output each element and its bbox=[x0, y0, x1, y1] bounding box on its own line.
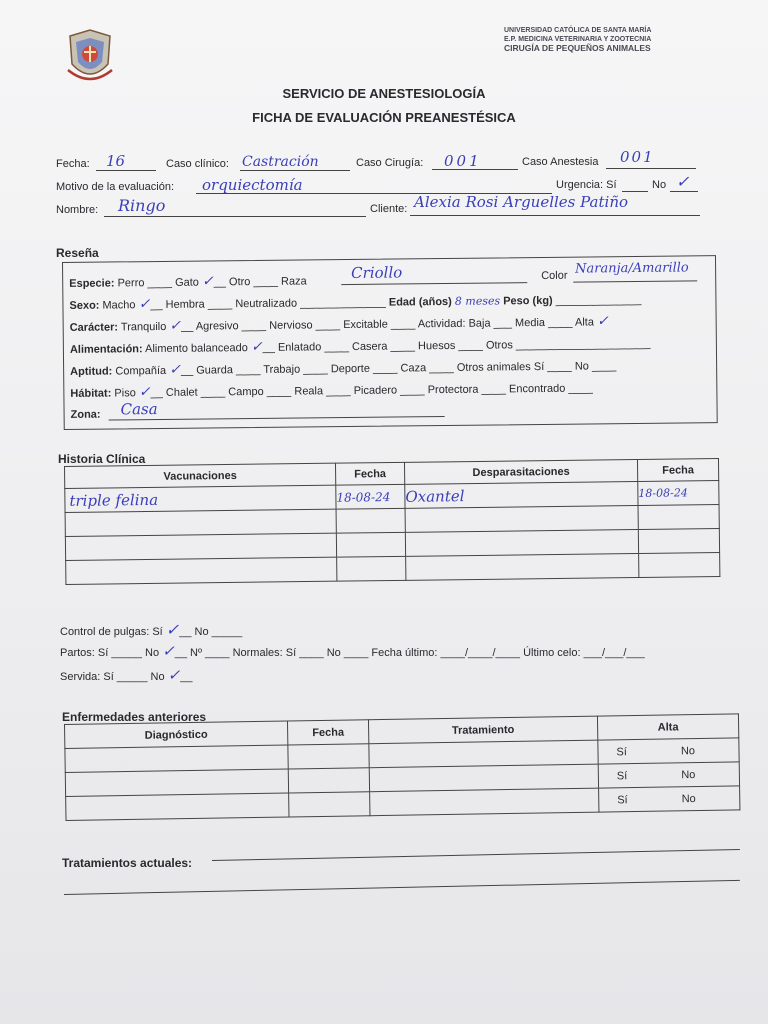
trabajo-option: Trabajo bbox=[263, 363, 301, 376]
tratamientos-label: Tratamientos actuales: bbox=[62, 856, 193, 870]
macho-mark: ✓ bbox=[138, 296, 151, 313]
compania-option: Compañía bbox=[115, 364, 167, 378]
excitable-option: Excitable bbox=[343, 318, 388, 332]
caso-anestesia-label: Caso Anestesia bbox=[522, 156, 599, 168]
macho-option: Macho bbox=[102, 299, 136, 312]
gato-option: Gato bbox=[174, 276, 199, 289]
enfermedades-table bbox=[64, 713, 740, 821]
otros-option: Otros bbox=[485, 339, 513, 352]
cliente-label: Cliente: bbox=[370, 203, 408, 215]
vac-fecha-header: Fecha bbox=[335, 462, 404, 485]
campo-option: Campo bbox=[228, 385, 264, 399]
perro-option: Perro bbox=[117, 277, 145, 290]
school-name: E.P. MEDICINA VETERINARIA Y ZOOTECNIA bbox=[504, 36, 652, 43]
urgencia-label: Urgencia: Sí bbox=[556, 179, 617, 191]
n-label: Nº bbox=[190, 647, 202, 659]
caso-clinico-value: Castración bbox=[242, 154, 319, 170]
university-name: UNIVERSIDAD CATÓLICA DE SANTA MARÍA bbox=[504, 27, 652, 34]
cliente-value: Alexia Rosi Arguelles Patiño bbox=[414, 193, 629, 211]
vacunaciones-header: Vacunaciones bbox=[65, 463, 336, 488]
historia-table bbox=[64, 458, 720, 585]
caso-cirugia-label: Caso Cirugía: bbox=[356, 157, 424, 169]
resena-box: Especie: Perro ____ Gato ✓__ Otro ____ Raza Criollo Color Naranja/Amarillo Sexo: Macho ✓__ Hembra ____ Neutralizado ______________ Edad (años) 8 meses Peso (kg) ______________ Carácter: Tranquilo ✓__ Agresivo ____ Nervioso ____ Excitable ____ Actividad: Baja ___ Media ____ Alta ✓ Alimentación: Alimento balanceado ✓__ Enlatado ____ Casera ____ Huesos ____ Otros ______________________ Aptitud: Compañía ✓__ Guarda ____ Trabajo ____ Deporte ____ Caza ____ Otros animales Sí ____ No ____ Hábitat: Piso ✓__ Chalet ____ Campo ____ Reala ____ Picadero ____ Protectora ____ Encontrado ____ Zona: Casa bbox=[62, 255, 718, 430]
normales-no-label: No bbox=[326, 647, 341, 659]
ultimo-celo-label: Último celo: bbox=[523, 647, 581, 659]
tratamientos-line-1 bbox=[212, 849, 740, 861]
compania-mark: ✓ bbox=[169, 361, 181, 378]
alimentacion-label: Alimentación: bbox=[69, 343, 143, 356]
alta-no-option: No bbox=[681, 792, 696, 805]
otro-option: Otro bbox=[228, 276, 251, 289]
neutralizado-option: Neutralizado bbox=[235, 297, 298, 311]
desp-fecha-header: Fecha bbox=[637, 459, 718, 482]
alta-no-option: No bbox=[680, 744, 696, 757]
otros-animales-no-option: No bbox=[574, 360, 589, 373]
nombre-value: Ringo bbox=[118, 196, 166, 215]
encontrado-option: Encontrado bbox=[508, 382, 566, 396]
balanceado-option: Alimento balanceado bbox=[145, 342, 248, 356]
vacuna-fecha-cell: 18-08-24 bbox=[336, 484, 405, 509]
caza-option: Caza bbox=[400, 362, 427, 375]
resena-title: Reseña bbox=[56, 246, 99, 260]
partos-no-label: No bbox=[145, 647, 160, 659]
especie-label: Especie: bbox=[69, 277, 115, 290]
department-name: CIRUGÍA DE PEQUEÑOS ANIMALES bbox=[504, 43, 651, 53]
nombre-label: Nombre: bbox=[56, 204, 99, 216]
evaluation-form-page: UNIVERSIDAD CATÓLICA DE SANTA MARÍA E.P. MEDICINA VETERINARIA Y ZOOTECNIA CIRUGÍA DE PEQUEÑOS ANIMALES SERVICIO DE ANESTESIOLOGÍA FICHA DE EVALUACIÓN PREANESTÉSICA Fecha: 16 Caso clínico: Castración Caso Cirugía: 001 Caso Anestesia 001 Motivo de la evaluación: orquiectomía Urgencia: Sí No ✓ Nombre: Ringo Cliente: Alexia Rosi Arguelles Patiño Reseña Especie: Perro ____ Gato ✓__ Otro ____ Raza Criollo Color Naranja/Amarillo Sexo: Macho ✓__ Hembra ____ Neutralizado ______________ Edad (años) 8 meses Peso (kg) ______________ Carácter: Tranquilo ✓__ Agresivo ____ Nervioso ____ Excitable ____ Actividad: Baja ___ Media ____ Alta ✓ Alimentación: Alimento balanceado ✓__ Enlatado ____ Casera ____ Huesos ____ Otros ______________________ Aptitud: Compañía ✓__ Guarda ____ Trabajo ____ Deporte ____ Caza ____ Otros animales Sí ____ No ____ Hábitat: Piso ✓__ Chalet ____ Campo ____ Reala ____ Picadero ____ Protectora ____ Encontrado ____ Zona: Casa Historia Clínica Vacunaciones Fecha Desparasitaciones Fecha triple felina 18-08-24 Oxantel 18-08-24 Control de pulgas: Sí ✓__ No _____ Partos: Sí _____ No ✓__ Nº ____ Normales: Sí ____ No ____ Fecha último: ____/____/____ Último celo: ___/___/___ Servida: Sí _____ No ✓__ Enfermedades anteriores Diagnóstico Fecha Tratamiento Alta Sí No Sí No Sí No Tratamientos actuales: bbox=[0, 0, 768, 1024]
enfermedades-title: Enfermedades anteriores bbox=[62, 710, 207, 724]
huesos-option: Huesos bbox=[417, 339, 456, 353]
servida-no-label: No bbox=[150, 671, 165, 683]
media-option: Media bbox=[514, 316, 546, 330]
alta-si-option: Sí bbox=[616, 745, 628, 758]
hembra-option: Hembra bbox=[165, 298, 205, 311]
casera-option: Casera bbox=[351, 340, 388, 353]
raza-value: Criollo bbox=[351, 263, 403, 282]
raza-label: Raza bbox=[280, 275, 307, 288]
caso-anestesia-value: 001 bbox=[620, 148, 655, 166]
caso-clinico-label: Caso clínico: bbox=[166, 158, 229, 170]
protectora-option: Protectora bbox=[427, 383, 479, 397]
aptitud-label: Aptitud: bbox=[70, 365, 113, 378]
servida-label: Servida: Sí bbox=[60, 671, 114, 683]
historia-title: Historia Clínica bbox=[58, 452, 146, 466]
agresivo-option: Agresivo bbox=[195, 320, 239, 333]
normales-label: Normales: Sí bbox=[232, 647, 297, 659]
alta-no-option: No bbox=[681, 768, 696, 781]
fecha-label: Fecha: bbox=[56, 158, 90, 170]
pulgas-label: Control de pulgas: Sí bbox=[60, 626, 163, 638]
motivo-value: orquiectomía bbox=[202, 176, 303, 194]
zona-label: Zona: bbox=[70, 408, 101, 421]
urgencia-no-label: No bbox=[652, 179, 667, 191]
form-title-1: SERVICIO DE ANESTESIOLOGÍA bbox=[282, 86, 486, 101]
pulgas-no-label: No bbox=[194, 626, 209, 638]
desp-fecha-cell: 18-08-24 bbox=[638, 481, 719, 506]
piso-option: Piso bbox=[114, 387, 136, 400]
edad-label: Edad (años) bbox=[388, 295, 452, 309]
alta-si-option: Sí bbox=[616, 769, 628, 782]
zona-value: Casa bbox=[120, 400, 158, 419]
form-title-2: FICHA DE EVALUACIÓN PREANESTÉSICA bbox=[252, 110, 516, 125]
deporte-option: Deporte bbox=[330, 362, 370, 376]
fecha-value: 16 bbox=[106, 152, 126, 170]
balanceado-mark: ✓ bbox=[250, 338, 263, 356]
pulgas-mark: ✓ bbox=[165, 620, 180, 639]
alta-si-option: Sí bbox=[617, 793, 628, 806]
sexo-label: Sexo: bbox=[69, 299, 100, 312]
gato-mark: ✓ bbox=[201, 273, 214, 290]
chalet-option: Chalet bbox=[165, 386, 198, 399]
partos-label: Partos: Sí bbox=[60, 647, 109, 659]
alta-mark: ✓ bbox=[596, 313, 609, 330]
edad-value: 8 meses bbox=[454, 294, 501, 308]
vacuna-cell: triple felina bbox=[65, 485, 336, 512]
servida-no-mark: ✓ bbox=[167, 666, 181, 684]
tratamientos-line-2 bbox=[64, 880, 740, 895]
partos-no-mark: ✓ bbox=[162, 642, 175, 660]
otros-animales-option: Otros animales Sí bbox=[456, 360, 545, 374]
tranquilo-option: Tranquilo bbox=[120, 320, 167, 334]
guarda-option: Guarda bbox=[196, 364, 233, 377]
reala-option: Reala bbox=[294, 385, 324, 398]
peso-label: Peso (kg) bbox=[503, 294, 553, 308]
urgencia-no-mark: ✓ bbox=[676, 172, 690, 191]
habitat-label: Hábitat: bbox=[70, 387, 112, 400]
university-seal-icon bbox=[62, 26, 118, 88]
enf-fecha-header: Fecha bbox=[287, 720, 368, 745]
motivo-label: Motivo de la evaluación: bbox=[56, 181, 175, 193]
desparasitaciones-header: Desparasitaciones bbox=[404, 459, 637, 484]
alta-header: Alta bbox=[597, 714, 738, 740]
piso-mark: ✓ bbox=[138, 384, 151, 401]
color-value: Naranja/Amarillo bbox=[575, 260, 689, 277]
desparasitacion-cell: Oxantel bbox=[405, 481, 638, 508]
enlatado-option: Enlatado bbox=[277, 341, 322, 354]
alta-option: Alta bbox=[574, 316, 595, 329]
nervioso-option: Nervioso bbox=[269, 319, 313, 332]
caracter-label: Carácter: bbox=[69, 321, 119, 334]
tratamiento-header: Tratamiento bbox=[368, 716, 597, 744]
color-label: Color bbox=[541, 269, 568, 282]
fecha-ultimo-label: Fecha último: bbox=[371, 647, 438, 659]
picadero-option: Picadero bbox=[353, 384, 398, 397]
diagnostico-header: Diagnóstico bbox=[65, 721, 288, 748]
actividad-baja-option: Actividad: Baja bbox=[417, 317, 491, 331]
caso-cirugia-value: 001 bbox=[444, 152, 482, 170]
tranquilo-mark: ✓ bbox=[169, 317, 182, 334]
